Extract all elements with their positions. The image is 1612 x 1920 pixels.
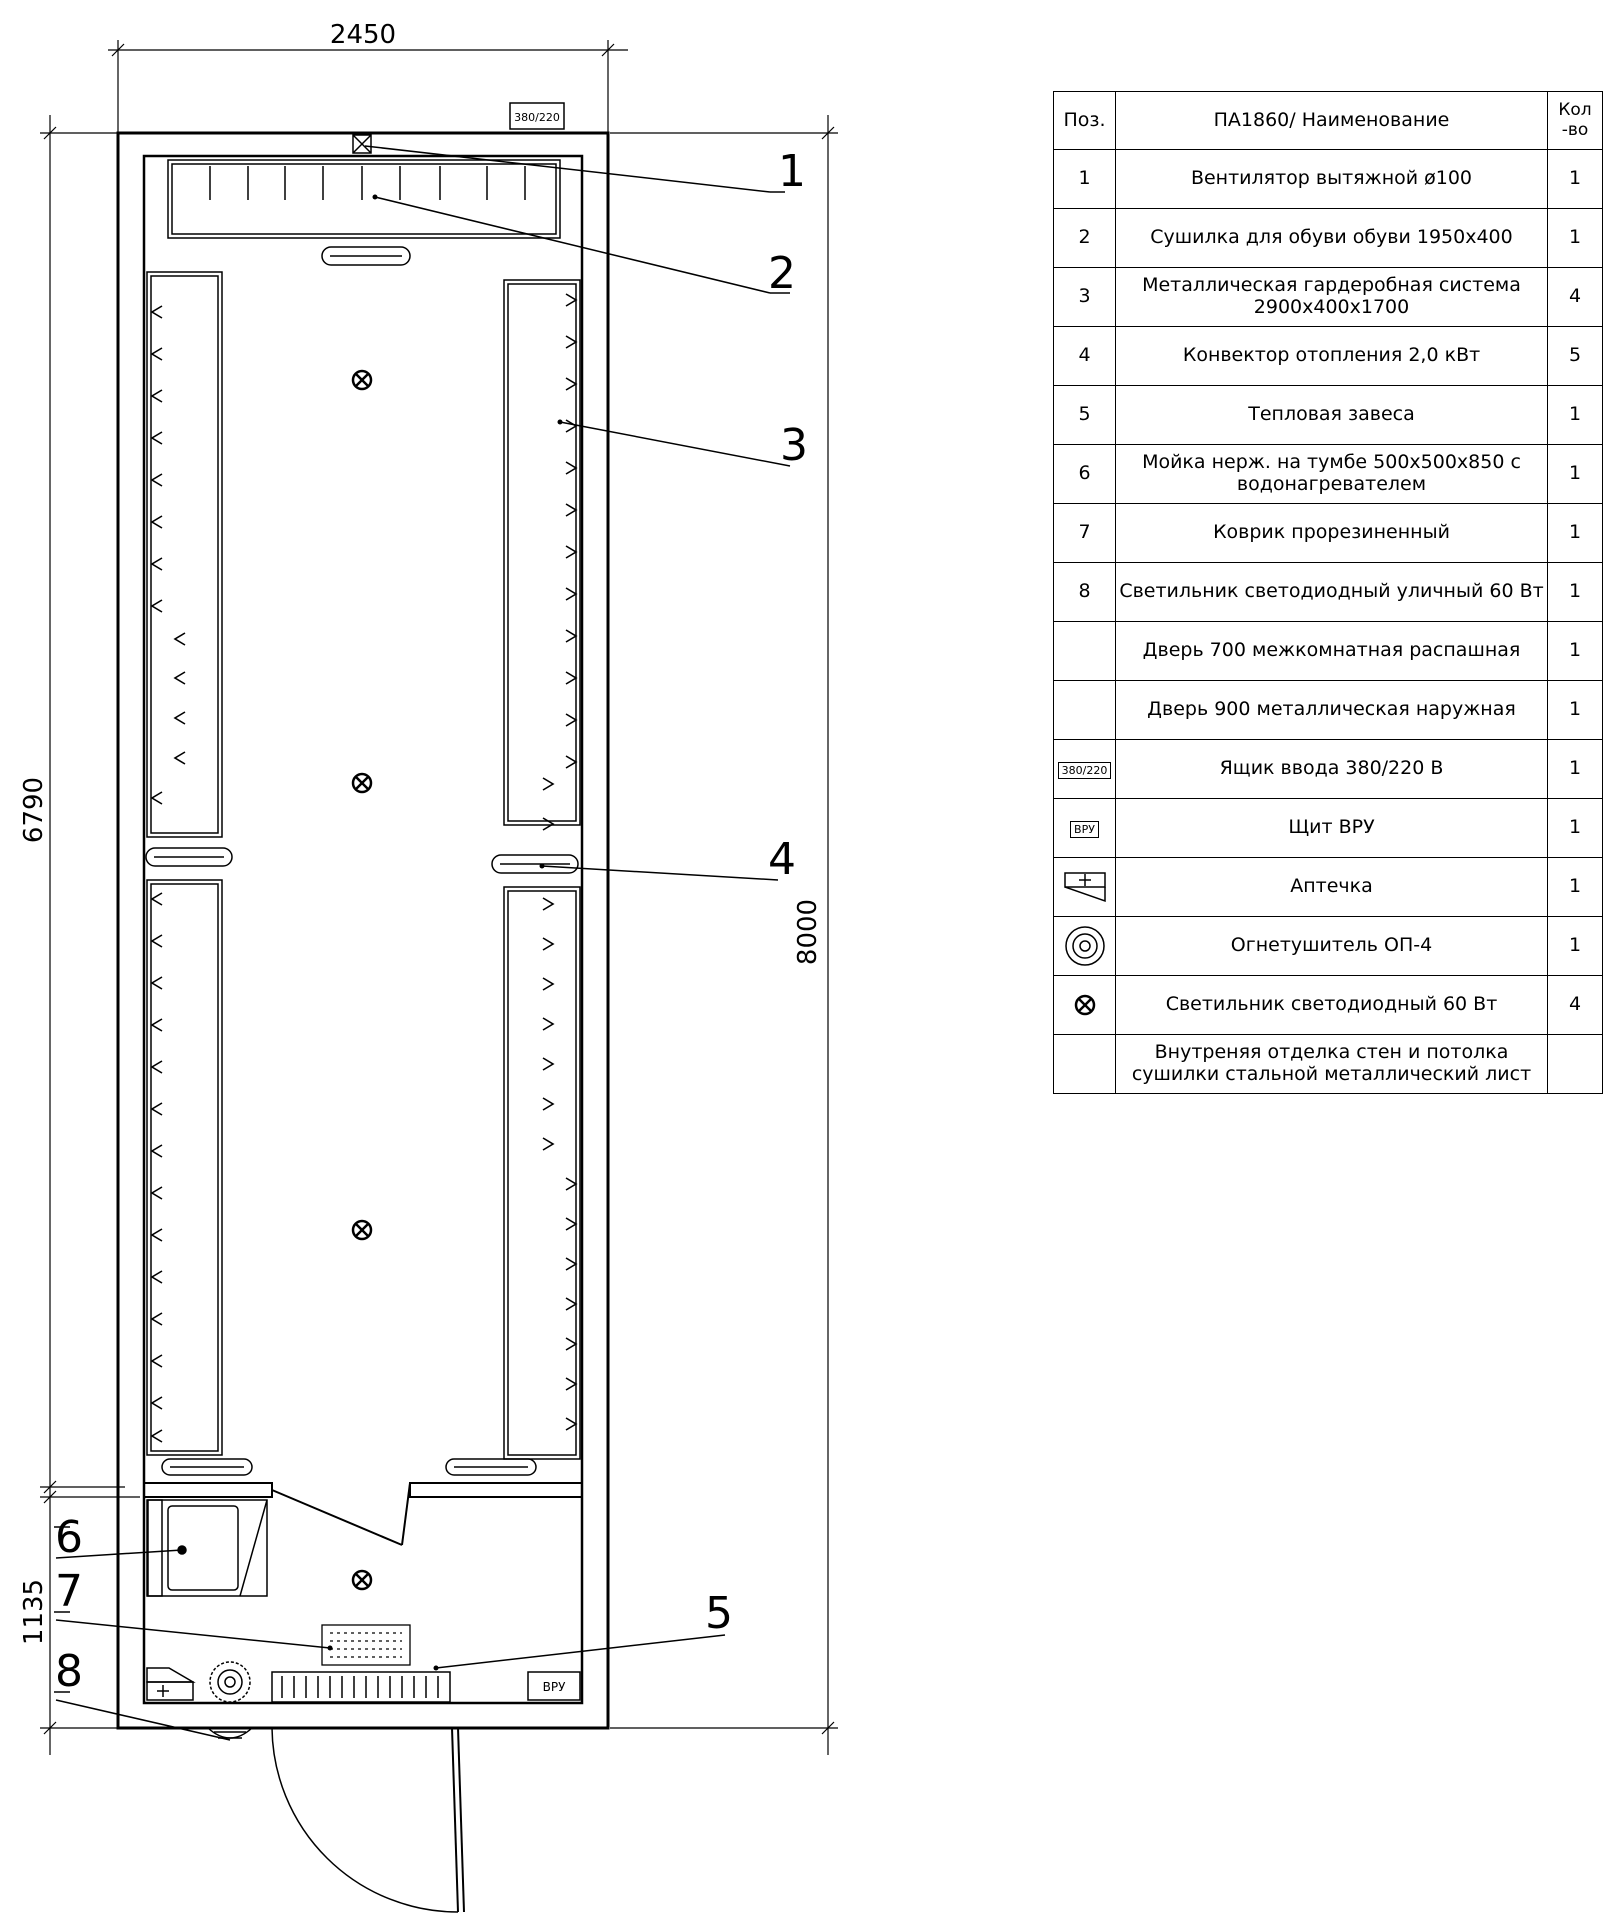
- callout-2: 2: [768, 248, 796, 299]
- callout-5: 5: [705, 1588, 733, 1639]
- heat-curtain: [272, 1672, 450, 1702]
- wardrobe-left-lower: [147, 880, 222, 1455]
- right-dimension-label: 8000: [793, 898, 823, 966]
- exhaust-fan-symbol: [353, 135, 371, 153]
- header-qty: Кол -во: [1548, 92, 1603, 150]
- table-cell-name: Металлическая гардеробная система 2900х400х1700: [1116, 268, 1548, 327]
- table-cell-name: Сушилка для обуви обуви 1950х400: [1116, 209, 1548, 268]
- table-row: [1054, 622, 1603, 681]
- table-row: [1054, 1035, 1603, 1094]
- table-cell-pos: [1054, 917, 1116, 976]
- convector-left-mid: [146, 848, 232, 866]
- table-cell-qty: [1548, 1035, 1603, 1094]
- ceiling-lamp-icon: [1073, 994, 1097, 1016]
- left-dimension-label: 6790: [19, 776, 49, 844]
- width-dimension-label: 2450: [329, 20, 397, 50]
- wardrobe-right-upper: [504, 280, 580, 825]
- table-row: [1054, 681, 1603, 740]
- table-cell-pos: 2: [1054, 209, 1116, 268]
- partition-wall: [144, 1483, 582, 1545]
- table-cell-name: Конвектор отопления 2,0 кВт: [1116, 327, 1548, 386]
- header-pos: Поз.: [1054, 92, 1116, 150]
- table-cell-qty: 1: [1548, 209, 1603, 268]
- vru-panel-label: ВРУ: [542, 1680, 566, 1694]
- table-row: [1054, 740, 1603, 799]
- table-cell-qty: 1: [1548, 386, 1603, 445]
- first-aid-kit-icon: [147, 1668, 193, 1700]
- fire-extinguisher-icon: [1063, 935, 1107, 957]
- table-cell-pos: [1054, 681, 1116, 740]
- ceiling-lamp-icon: [353, 371, 371, 389]
- table-cell-pos: [1054, 976, 1116, 1035]
- table-cell-name: Мойка нерж. на тумбе 500х500х850 с водонагревателем: [1116, 445, 1548, 504]
- table-row: [1054, 504, 1603, 563]
- hangers-left: [152, 306, 185, 1442]
- specification-table-body: [1054, 92, 1603, 1094]
- table-cell-name: Коврик прорезиненный: [1116, 504, 1548, 563]
- callout-6: 6: [55, 1512, 83, 1563]
- rubber-mat: [322, 1625, 410, 1665]
- table-cell-name: Светильник светодиодный 60 Вт: [1116, 976, 1548, 1035]
- wardrobe-right-lower: [504, 887, 580, 1459]
- shoe-dryer: [168, 160, 560, 238]
- table-cell-name: Дверь 700 межкомнатная распашная: [1116, 622, 1548, 681]
- table-cell-qty: 5: [1548, 327, 1603, 386]
- table-cell-qty: 4: [1548, 976, 1603, 1035]
- callout-4: 4: [768, 834, 796, 885]
- sink: [147, 1500, 267, 1596]
- table-cell-qty: 1: [1548, 681, 1603, 740]
- ceiling-lamp-icon: [353, 1571, 371, 1589]
- first-aid-kit-icon: [1063, 876, 1107, 898]
- fire-extinguisher-icon: [210, 1662, 250, 1702]
- specification-table: [1053, 91, 1603, 1094]
- table-cell-qty: 4: [1548, 268, 1603, 327]
- table-cell-qty: 1: [1548, 150, 1603, 209]
- table-row: [1054, 268, 1603, 327]
- vestibule-dimension-label: 1135: [19, 1578, 49, 1646]
- table-row: [1054, 209, 1603, 268]
- table-cell-name: Аптечка: [1116, 858, 1548, 917]
- table-cell-pos: 3: [1054, 268, 1116, 327]
- table-header-row: [1054, 92, 1603, 150]
- table-cell-name: Вентилятор вытяжной ø100: [1116, 150, 1548, 209]
- table-row: [1054, 858, 1603, 917]
- table-cell-qty: 1: [1548, 740, 1603, 799]
- table-cell-name: Внутреняя отделка стен и потолка сушилки стальной металлический лист: [1116, 1035, 1548, 1094]
- table-cell-name: Дверь 900 металлическая наружная: [1116, 681, 1548, 740]
- callout-leader-dots: [328, 195, 563, 1671]
- table-row: [1054, 386, 1603, 445]
- table-cell-qty: 1: [1548, 563, 1603, 622]
- convector-right-mid: [492, 855, 578, 873]
- header-name: ПА1860/ Наименование: [1116, 92, 1548, 150]
- table-cell-name: Светильник светодиодный уличный 60 Вт: [1116, 563, 1548, 622]
- table-cell-pos: 4: [1054, 327, 1116, 386]
- table-row: [1054, 563, 1603, 622]
- table-cell-qty: 1: [1548, 858, 1603, 917]
- table-cell-name: Ящик ввода 380/220 В: [1116, 740, 1548, 799]
- table-row: [1054, 799, 1603, 858]
- table-cell-qty: 1: [1548, 445, 1603, 504]
- table-cell-pos: [1054, 799, 1116, 858]
- table-row: [1054, 917, 1603, 976]
- symbol-box: ВРУ: [1070, 821, 1099, 838]
- table-cell-pos: 8: [1054, 563, 1116, 622]
- callout-3: 3: [780, 420, 808, 471]
- table-cell-pos: 5: [1054, 386, 1116, 445]
- callout-7: 7: [55, 1566, 83, 1617]
- table-cell-name: Щит ВРУ: [1116, 799, 1548, 858]
- table-cell-qty: 1: [1548, 622, 1603, 681]
- table-cell-pos: 7: [1054, 504, 1116, 563]
- callout-8: 8: [55, 1646, 83, 1697]
- left-dimension: [40, 115, 140, 1755]
- table-cell-pos: [1054, 1035, 1116, 1094]
- table-row: [1054, 445, 1603, 504]
- table-row: [1054, 327, 1603, 386]
- table-cell-pos: 1: [1054, 150, 1116, 209]
- table-cell-name: Тепловая завеса: [1116, 386, 1548, 445]
- table-cell-qty: 1: [1548, 799, 1603, 858]
- table-cell-pos: 6: [1054, 445, 1116, 504]
- hangers-right: [543, 294, 576, 1430]
- exterior-door: [272, 1728, 464, 1912]
- callout-leaders: [54, 146, 790, 1740]
- table-cell-pos: [1054, 622, 1116, 681]
- table-cell-pos: [1054, 858, 1116, 917]
- table-cell-name: Огнетушитель ОП-4: [1116, 917, 1548, 976]
- table-cell-qty: 1: [1548, 504, 1603, 563]
- input-box-label: 380/220: [514, 111, 560, 124]
- convector-right-bottom: [446, 1459, 536, 1475]
- convector-left-bottom: [162, 1459, 252, 1475]
- table-row: [1054, 976, 1603, 1035]
- convector-top: [322, 247, 410, 265]
- ceiling-lamp-icon: [353, 774, 371, 792]
- ceiling-lamp-icon: [353, 1221, 371, 1239]
- callout-1: 1: [778, 146, 806, 197]
- table-cell-qty: 1: [1548, 917, 1603, 976]
- table-row: [1054, 150, 1603, 209]
- symbol-box: 380/220: [1058, 762, 1112, 779]
- table-cell-pos: [1054, 740, 1116, 799]
